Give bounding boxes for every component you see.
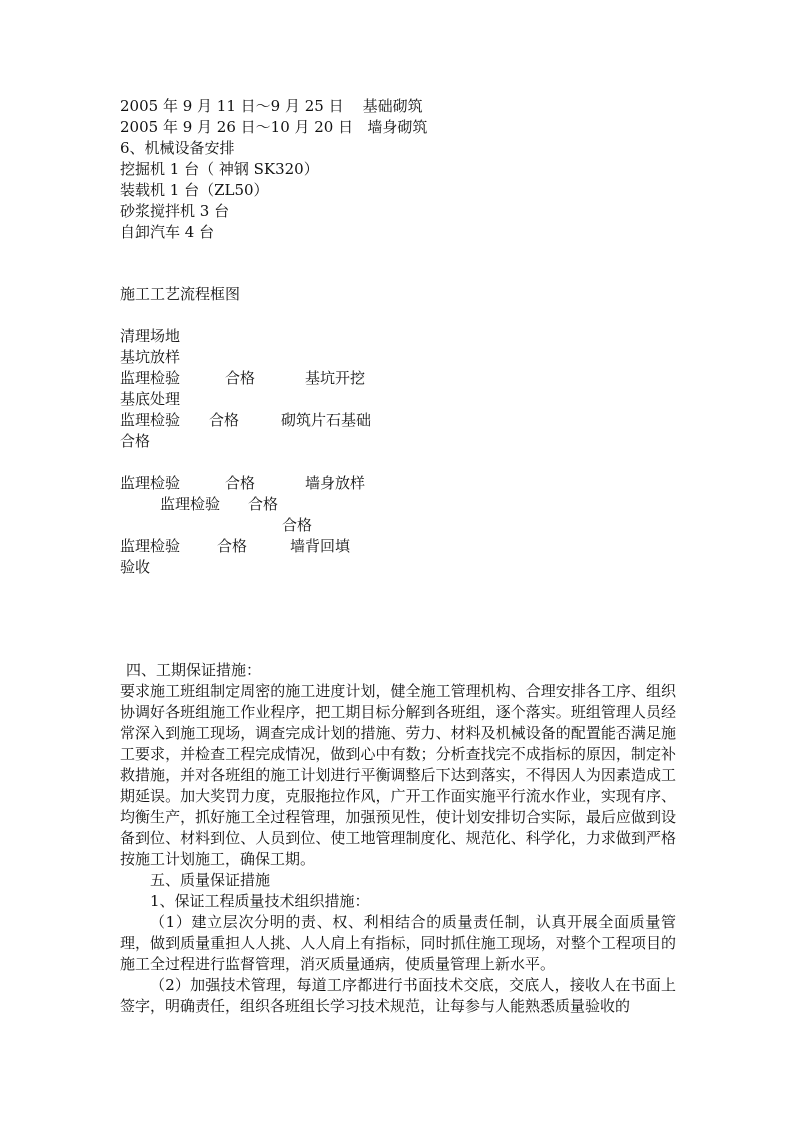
flow-pass: 合格 — [217, 537, 248, 555]
flow-step-backfill: 墙背回填 — [290, 537, 351, 555]
flow-pit-layout: 基坑放样 — [120, 348, 181, 366]
section4-heading: 四、工期保证措施： — [126, 661, 262, 679]
machinery-item: 装载机 1 台（ZL50） — [120, 181, 269, 199]
flow-pass: 合格 — [209, 411, 240, 429]
flow-step-wall-layout: 墙身放样 — [305, 474, 366, 492]
flow-pass: 合格 — [248, 495, 279, 513]
flow-inspect: 监理检验 — [160, 495, 221, 513]
flow-pass: 合格 — [120, 432, 151, 450]
flow-step-foundation: 砌筑片石基础 — [281, 411, 372, 429]
flow-acceptance: 验收 — [120, 558, 151, 576]
flow-inspect: 监理检验 — [120, 474, 181, 492]
flowchart-title: 施工工艺流程框图 — [120, 285, 241, 303]
section5-paragraph-2: （2）加强技术管理，每道工序都进行书面技术交底，交底人，接收人在书面上签字，明确责任，组织各班组长学习技术规范，让每参与人能熟悉质量验收的 — [120, 976, 676, 1015]
section5-paragraph-1: （1）建立层次分明的责、权、利相结合的质量责任制，认真开展全面质量管理，做到质量重担人人挑、人人肩上有指标，同时抓住施工现场，对整个工程项目的施工全过程进行监督管理，消灭质量通病，使质量管理上新水平。 — [120, 913, 676, 973]
flow-pass: 合格 — [225, 369, 256, 387]
flow-base-treat: 基底处理 — [120, 390, 181, 408]
machinery-heading: 6、机械设备安排 — [120, 139, 235, 157]
flow-pass: 合格 — [282, 516, 313, 534]
machinery-item: 自卸汽车 4 台 — [120, 223, 215, 241]
flow-step-excavate: 基坑开挖 — [305, 369, 366, 387]
flow-site-clear: 清理场地 — [120, 327, 181, 345]
schedule-line-2: 2005 年 9 月 26 日～10 月 20 日 墙身砌筑 — [120, 118, 428, 136]
machinery-item: 砂浆搅拌机 3 台 — [120, 202, 230, 220]
flow-inspect: 监理检验 — [120, 369, 181, 387]
machinery-item: 挖掘机 1 台（ 神钢 SK320） — [120, 160, 319, 178]
schedule-line-1: 2005 年 9 月 11 日～9 月 25 日 基础砌筑 — [120, 97, 423, 115]
section5-sub1: 1、保证工程质量技术组织措施： — [150, 892, 370, 910]
flow-pass: 合格 — [225, 474, 256, 492]
section5-heading: 五、质量保证措施 — [150, 871, 271, 889]
flow-inspect: 监理检验 — [120, 411, 181, 429]
flow-inspect: 监理检验 — [120, 537, 181, 555]
section4-body: 要求施工班组制定周密的施工进度计划，健全施工管理机构、合理安排各工序、组织协调好各班组施工作业程序，把工期目标分解到各班组，逐个落实。班组管理人员经常深入到施工现场，调查完成计划的措施、劳力、材料及机械设备的配置能否满足施工要求，并检查工程完成情况，做到心中有数；分析查找完不成指标的原因，制定补救措施，并对各班组的施工计划进行平衡调整后下达到落实，不得因人为因素造成工期延误。加大奖罚力度，克服拖拉作风，广开工作面实施平行流水作业，实现有序、均衡生产，抓好施工全过程管理，加强预见性，使计划安排切合实际，最后应做到设备到位、材料到位、人员到位、使工地管理制度化、规范化、科学化，力求做到严格按施工计划施工，确保工期。 — [120, 682, 676, 868]
